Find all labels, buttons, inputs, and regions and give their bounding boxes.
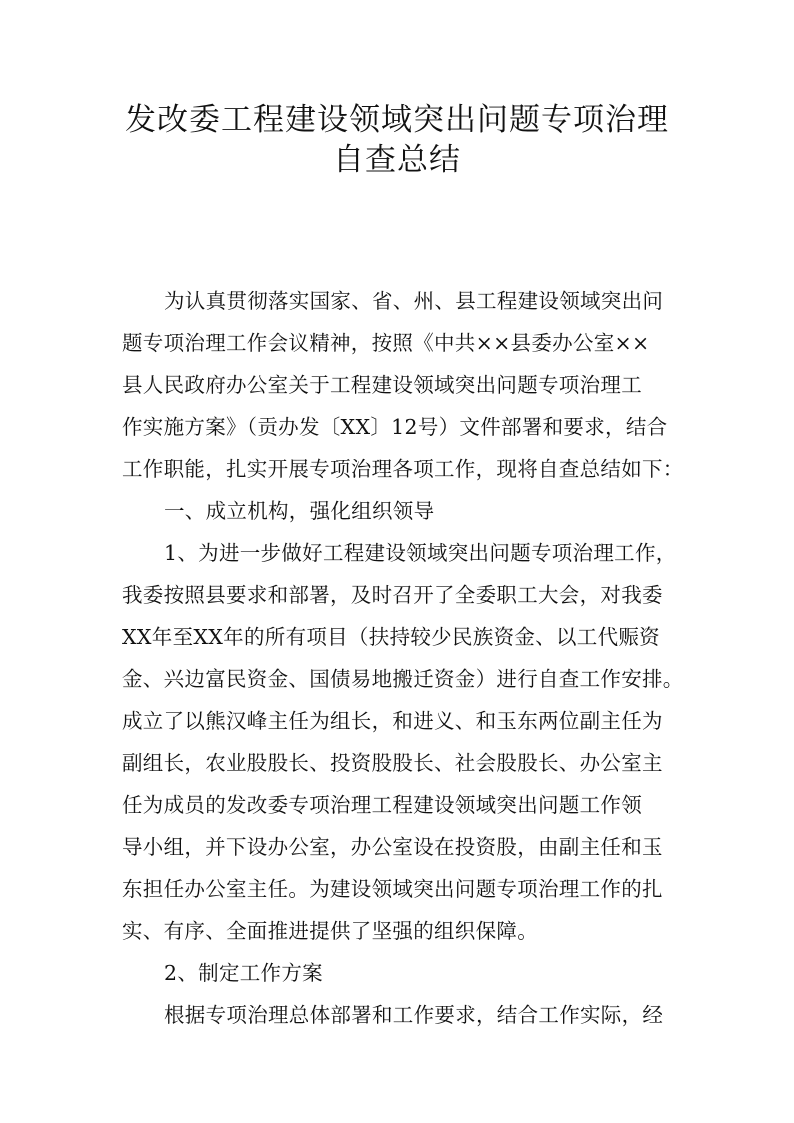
document-title-line-1: 发改委工程建设领域突出问题专项治理 [125,102,669,138]
paragraph-line: XX年至XX年的所有项目（扶持较少民族资金、以工代赈资 [122,625,660,649]
paragraph-line: 我委按照县要求和部署，及时召开了全委职工大会，对我委 [122,583,663,607]
subsection-heading: 2、制定工作方案 [164,961,323,985]
paragraph-line: 副组长，农业股股长、投资股股长、社会股股长、办公室主 [122,751,663,775]
paragraph-line: 成立了以熊汉峰主任为组长，和进义、和玉东两位副主任为 [122,709,663,733]
paragraph-line: 导小组，并下设办公室，办公室设在投资股，由副主任和玉 [122,835,663,859]
paragraph-line: 根据专项治理总体部署和工作要求，结合工作实际，经 [164,1003,664,1027]
paragraph-line: 1、为进一步做好工程建设领域突出问题专项治理工作， [164,541,677,565]
document-body [122,280,682,1036]
paragraph-line: 任为成员的发改委专项治理工程建设领域突出问题工作领 [122,793,642,817]
paragraph-line: 工作职能，扎实开展专项治理各项工作，现将自查总结如下： [122,457,684,481]
paragraph-line: 金、兴边富民资金、国债易地搬迁资金）进行自查工作安排。 [122,667,684,691]
paragraph-line: 实、有序、全面推进提供了坚强的组织保障。 [122,919,538,943]
section-heading: 一、成立机构，强化组织领导 [164,499,435,523]
paragraph-line: 作实施方案》（贡办发〔XX〕12号）文件部署和要求，结合 [122,415,668,439]
paragraph-line: 题专项治理工作会议精神，按照《中共××县委办公室×× [122,331,650,355]
paragraph-line: 为认真贯彻落实国家、省、州、县工程建设领域突出问 [164,289,664,313]
paragraph-line: 县人民政府办公室关于工程建设领域突出问题专项治理工 [122,373,642,397]
document-title-line-2: 自查总结 [333,142,461,178]
paragraph-line: 东担任办公室主任。为建设领域突出问题专项治理工作的扎 [122,877,663,901]
